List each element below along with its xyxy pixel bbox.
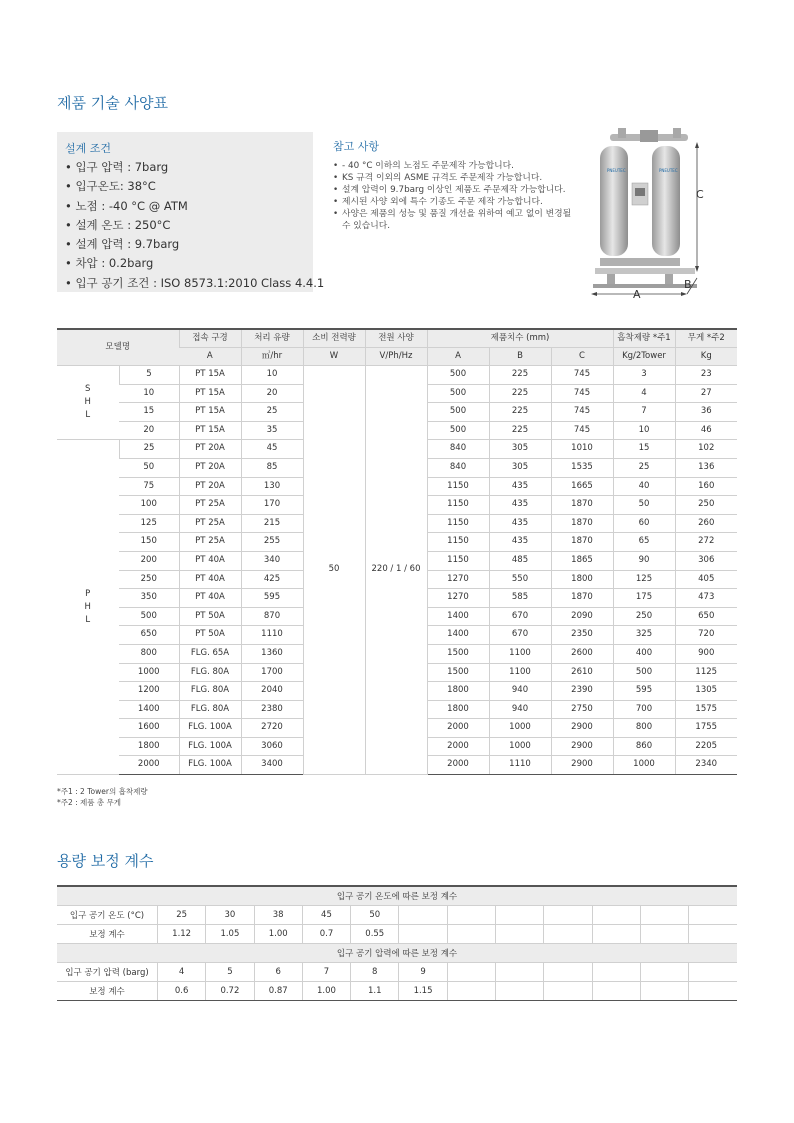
table-cell: PT 20A — [179, 458, 241, 477]
table-cell: 20 — [241, 384, 303, 403]
table-cell: 1.05 — [206, 925, 254, 944]
table-cell: 1150 — [427, 477, 489, 496]
table-cell: 250 — [119, 570, 179, 589]
table-cell: 8 — [351, 963, 399, 982]
table-cell — [689, 925, 737, 944]
table-cell: 150 — [119, 533, 179, 552]
table-row — [57, 366, 737, 385]
table-cell: 2090 — [551, 607, 613, 626]
table-cell: 1800 — [119, 737, 179, 756]
table-cell: 75 — [119, 477, 179, 496]
table-cell: 425 — [241, 570, 303, 589]
table-cell — [592, 925, 640, 944]
table-cell: 720 — [675, 626, 737, 645]
table-row — [57, 982, 737, 1001]
note-item: • 제시된 사양 외에 특수 기종도 주문 제작 가능합니다. — [333, 196, 578, 208]
table-cell: 2900 — [551, 756, 613, 775]
correction-section-title: 입구 공기 압력에 따른 보정 계수 — [57, 944, 737, 963]
subheader: ㎥/hr — [241, 348, 303, 366]
table-cell: PT 20A — [179, 477, 241, 496]
table-cell: 45 — [241, 440, 303, 459]
table-cell: 435 — [489, 496, 551, 515]
table-cell: 10 — [241, 366, 303, 385]
table-cell: 1870 — [551, 514, 613, 533]
design-item: • 노점 : -40 °C @ ATM — [65, 197, 324, 216]
table-cell — [689, 963, 737, 982]
table-cell: FLG. 100A — [179, 737, 241, 756]
design-item: • 설계 온도 : 250°C — [65, 216, 324, 235]
table-cell: 650 — [675, 607, 737, 626]
table-cell: 250 — [613, 607, 675, 626]
table-cell: 306 — [675, 551, 737, 570]
table-cell — [689, 982, 737, 1001]
table-cell: 225 — [489, 403, 551, 422]
table-cell: PT 40A — [179, 551, 241, 570]
table-cell: 125 — [613, 570, 675, 589]
table-cell: 325 — [613, 626, 675, 645]
table-cell: 1305 — [675, 682, 737, 701]
table-cell: 1.1 — [351, 982, 399, 1001]
table-cell: 7 — [613, 403, 675, 422]
design-conditions-title: 설계 조건 — [65, 142, 112, 155]
table-cell — [640, 982, 688, 1001]
table-cell: 2340 — [675, 756, 737, 775]
header-dimensions: 제품치수 (mm) — [427, 329, 613, 348]
table-cell: 2000 — [427, 719, 489, 738]
row-label: 보정 계수 — [57, 982, 157, 1001]
footnote: *주1 : 2 Tower의 흡착제량 — [57, 787, 148, 796]
table-cell: 940 — [489, 682, 551, 701]
table-cell: 272 — [675, 533, 737, 552]
supply-cell: 220 / 1 / 60 — [365, 366, 427, 775]
table-cell: 2040 — [241, 682, 303, 701]
table-cell: 585 — [489, 589, 551, 608]
table-cell: 745 — [551, 366, 613, 385]
table-cell: 1110 — [241, 626, 303, 645]
table-cell: 2000 — [427, 737, 489, 756]
table-cell: 45 — [302, 906, 350, 925]
subheader: A — [179, 348, 241, 366]
table-cell: FLG. 80A — [179, 682, 241, 701]
note-item: • KS 규격 이외의 ASME 규격도 주문제작 가능합니다. — [333, 172, 578, 184]
table-cell: 670 — [489, 626, 551, 645]
subheader: A — [427, 348, 489, 366]
table-cell: PT 50A — [179, 626, 241, 645]
table-cell — [689, 906, 737, 925]
table-cell: PT 40A — [179, 570, 241, 589]
table-cell: PT 20A — [179, 440, 241, 459]
table-row — [57, 906, 737, 925]
table-cell: 2720 — [241, 719, 303, 738]
table-cell: 1125 — [675, 663, 737, 682]
table-cell — [447, 982, 495, 1001]
table-cell: 160 — [675, 477, 737, 496]
table-cell: FLG. 80A — [179, 663, 241, 682]
table-cell: 650 — [119, 626, 179, 645]
table-cell: 3060 — [241, 737, 303, 756]
table-cell: 40 — [613, 477, 675, 496]
table-cell: 5 — [206, 963, 254, 982]
table-cell: 50 — [613, 496, 675, 515]
table-cell: 25 — [119, 440, 179, 459]
table-cell: 1000 — [489, 737, 551, 756]
table-cell: 2750 — [551, 700, 613, 719]
notes-box — [333, 138, 578, 232]
table-cell: 1.15 — [399, 982, 447, 1001]
dimension-c-label: C — [696, 188, 704, 201]
table-cell: 30 — [206, 906, 254, 925]
header-model: 모델명 — [57, 329, 179, 366]
table-cell: 595 — [613, 682, 675, 701]
design-conditions-list — [65, 158, 324, 293]
table-cell: 255 — [241, 533, 303, 552]
table-cell: 2350 — [551, 626, 613, 645]
table-cell: 4 — [613, 384, 675, 403]
table-cell: 485 — [489, 551, 551, 570]
table-cell: 745 — [551, 403, 613, 422]
table-cell: 6 — [254, 963, 302, 982]
table-cell: 1360 — [241, 644, 303, 663]
table-cell: 27 — [675, 384, 737, 403]
series-label: S H L — [57, 366, 119, 440]
table-cell: 4 — [157, 963, 205, 982]
table-cell: 50 — [351, 906, 399, 925]
table-cell: PT 15A — [179, 421, 241, 440]
table-cell: 1150 — [427, 514, 489, 533]
table-cell: 1800 — [551, 570, 613, 589]
table-cell: 125 — [119, 514, 179, 533]
brand-label: PNEUTEC — [607, 168, 626, 173]
subheader: Kg/2Tower — [613, 348, 675, 366]
table-cell: 2000 — [427, 756, 489, 775]
brand-label: PNEUTEC — [659, 168, 678, 173]
table-cell: 1000 — [489, 719, 551, 738]
table-cell — [495, 925, 543, 944]
table-cell: FLG. 80A — [179, 700, 241, 719]
table-cell: 1100 — [489, 663, 551, 682]
table-cell: 1575 — [675, 700, 737, 719]
table-cell: 1400 — [427, 607, 489, 626]
table-cell: 1665 — [551, 477, 613, 496]
table-cell: 1800 — [427, 700, 489, 719]
table-cell: 1.00 — [302, 982, 350, 1001]
table-cell: 90 — [613, 551, 675, 570]
table-cell: 136 — [675, 458, 737, 477]
row-label: 보정 계수 — [57, 925, 157, 944]
table-cell: 0.72 — [206, 982, 254, 1001]
table-cell: 0.87 — [254, 982, 302, 1001]
table-cell: PT 25A — [179, 496, 241, 515]
table-cell: 500 — [427, 421, 489, 440]
table-cell: 350 — [119, 589, 179, 608]
table-cell: 800 — [613, 719, 675, 738]
subheader: W — [303, 348, 365, 366]
table-cell: 25 — [613, 458, 675, 477]
table-cell: 2600 — [551, 644, 613, 663]
table-cell: 2610 — [551, 663, 613, 682]
correction-section-title: 입구 공기 온도에 따른 보정 계수 — [57, 886, 737, 906]
series-label: P H L — [57, 440, 119, 775]
header-weight: 무게 *주2 — [675, 329, 737, 348]
table-cell — [592, 906, 640, 925]
design-item: • 입구 압력 : 7barg — [65, 158, 324, 177]
correction-table — [57, 885, 737, 1001]
header-flow: 처리 유량 — [241, 329, 303, 348]
table-cell: 670 — [489, 607, 551, 626]
table-cell — [447, 925, 495, 944]
table-cell: 60 — [613, 514, 675, 533]
note-item: • 사양은 제품의 성능 및 품질 개선을 위하여 예고 없이 변경될 수 있습니다. — [333, 208, 578, 232]
table-cell: 1870 — [551, 533, 613, 552]
table-cell: 500 — [613, 663, 675, 682]
table-cell: 595 — [241, 589, 303, 608]
table-cell — [447, 963, 495, 982]
table-cell: 405 — [675, 570, 737, 589]
footnotes — [57, 786, 148, 808]
table-cell: 1755 — [675, 719, 737, 738]
table-cell: 1000 — [613, 756, 675, 775]
table-cell — [495, 906, 543, 925]
notes-list — [333, 160, 578, 232]
table-cell — [640, 963, 688, 982]
power-cell: 50 — [303, 366, 365, 775]
table-cell — [544, 963, 592, 982]
subheader: Kg — [675, 348, 737, 366]
table-cell: 20 — [119, 421, 179, 440]
table-cell: 250 — [675, 496, 737, 515]
correction-section-row — [57, 886, 737, 906]
table-cell: 10 — [119, 384, 179, 403]
table-cell — [399, 906, 447, 925]
spec-table-body — [57, 366, 737, 775]
table-cell: 435 — [489, 477, 551, 496]
table-cell: 435 — [489, 514, 551, 533]
table-cell: 305 — [489, 458, 551, 477]
table-cell: 500 — [427, 403, 489, 422]
row-label: 입구 공기 온도 (°C) — [57, 906, 157, 925]
table-cell: FLG. 65A — [179, 644, 241, 663]
subheader: C — [551, 348, 613, 366]
table-cell: 2380 — [241, 700, 303, 719]
table-cell: 1400 — [119, 700, 179, 719]
table-cell: PT 15A — [179, 384, 241, 403]
table-cell: 130 — [241, 477, 303, 496]
table-cell: 260 — [675, 514, 737, 533]
table-cell: 1700 — [241, 663, 303, 682]
table-cell: 745 — [551, 421, 613, 440]
table-cell: 1000 — [119, 663, 179, 682]
table-cell: 1010 — [551, 440, 613, 459]
correction-section-row — [57, 944, 737, 963]
table-cell: 900 — [675, 644, 737, 663]
table-cell: 1500 — [427, 644, 489, 663]
table-cell — [399, 925, 447, 944]
table-cell: 2900 — [551, 719, 613, 738]
design-item: • 설계 압력 : 9.7barg — [65, 235, 324, 254]
dimension-a-label: A — [633, 288, 641, 301]
table-cell: 1870 — [551, 496, 613, 515]
table-cell: 1500 — [427, 663, 489, 682]
table-cell — [592, 963, 640, 982]
table-cell: 1400 — [427, 626, 489, 645]
design-item: • 차압 : 0.2barg — [65, 254, 324, 273]
table-cell: 65 — [613, 533, 675, 552]
table-cell: 225 — [489, 366, 551, 385]
subheader: B — [489, 348, 551, 366]
table-cell — [544, 906, 592, 925]
table-cell: 7 — [302, 963, 350, 982]
table-cell: 225 — [489, 421, 551, 440]
table-cell: FLG. 100A — [179, 719, 241, 738]
table-cell: 50 — [119, 458, 179, 477]
table-cell: 0.6 — [157, 982, 205, 1001]
table-cell: 1200 — [119, 682, 179, 701]
table-cell: 1150 — [427, 533, 489, 552]
section-title-correction: 용량 보정 계수 — [57, 852, 154, 870]
table-cell: 745 — [551, 384, 613, 403]
table-cell: 435 — [489, 533, 551, 552]
row-label: 입구 공기 압력 (barg) — [57, 963, 157, 982]
table-cell: 15 — [613, 440, 675, 459]
table-cell: 1800 — [427, 682, 489, 701]
table-cell: 2900 — [551, 737, 613, 756]
table-cell — [544, 925, 592, 944]
dimension-b-label: B — [684, 278, 692, 291]
table-cell — [640, 925, 688, 944]
table-cell: 5 — [119, 366, 179, 385]
table-cell: 400 — [613, 644, 675, 663]
table-cell: 225 — [489, 384, 551, 403]
design-item: • 입구온도: 38°C — [65, 177, 324, 196]
table-cell: 1270 — [427, 570, 489, 589]
header-supply: 전원 사양 — [365, 329, 427, 348]
table-cell: 550 — [489, 570, 551, 589]
table-cell: 1150 — [427, 496, 489, 515]
table-cell: 2390 — [551, 682, 613, 701]
section-title-spec: 제품 기술 사양표 — [57, 94, 168, 112]
table-cell: 170 — [241, 496, 303, 515]
design-conditions-box — [57, 132, 325, 292]
table-cell — [495, 982, 543, 1001]
subheader: V/Ph/Hz — [365, 348, 427, 366]
spec-table — [57, 328, 737, 775]
table-cell — [592, 982, 640, 1001]
notes-title: 참고 사항 — [333, 140, 380, 153]
table-cell: PT 15A — [179, 403, 241, 422]
table-cell: 46 — [675, 421, 737, 440]
table-cell — [544, 982, 592, 1001]
table-row — [57, 925, 737, 944]
table-cell: 800 — [119, 644, 179, 663]
table-cell: 36 — [675, 403, 737, 422]
table-cell: 2000 — [119, 756, 179, 775]
table-cell: 1150 — [427, 551, 489, 570]
table-cell: 1.12 — [157, 925, 205, 944]
table-cell: 1535 — [551, 458, 613, 477]
header-connection: 접속 구경 — [179, 329, 241, 348]
table-cell: 102 — [675, 440, 737, 459]
table-cell: 215 — [241, 514, 303, 533]
table-cell: PT 25A — [179, 514, 241, 533]
table-cell: 3400 — [241, 756, 303, 775]
correction-table-body — [57, 886, 737, 1001]
table-cell: 85 — [241, 458, 303, 477]
dryer-illustration — [585, 128, 715, 303]
table-cell: PT 50A — [179, 607, 241, 626]
table-cell: 0.7 — [302, 925, 350, 944]
table-cell — [640, 906, 688, 925]
table-cell: PT 25A — [179, 533, 241, 552]
table-cell: 840 — [427, 458, 489, 477]
table-cell: 100 — [119, 496, 179, 515]
table-cell: 35 — [241, 421, 303, 440]
table-cell: 200 — [119, 551, 179, 570]
table-cell: 500 — [119, 607, 179, 626]
table-cell: 175 — [613, 589, 675, 608]
table-cell: 500 — [427, 366, 489, 385]
table-cell: 9 — [399, 963, 447, 982]
table-cell: 305 — [489, 440, 551, 459]
table-cell: 38 — [254, 906, 302, 925]
table-cell: 2205 — [675, 737, 737, 756]
table-cell: 15 — [119, 403, 179, 422]
header-power: 소비 전력량 — [303, 329, 365, 348]
table-cell — [495, 963, 543, 982]
table-cell — [447, 906, 495, 925]
table-cell: 1865 — [551, 551, 613, 570]
table-cell: 1110 — [489, 756, 551, 775]
table-cell: 25 — [241, 403, 303, 422]
note-item: • 설계 압력이 9.7barg 이상인 제품도 주문제작 가능합니다. — [333, 184, 578, 196]
table-cell: 860 — [613, 737, 675, 756]
table-cell: 840 — [427, 440, 489, 459]
header-adsorbent: 흡착제량 *주1 — [613, 329, 675, 348]
design-item: • 입구 공기 조건 : ISO 8573.1:2010 Class 4.4.1 — [65, 274, 324, 293]
table-cell: 1600 — [119, 719, 179, 738]
table-cell: 3 — [613, 366, 675, 385]
table-cell: 1100 — [489, 644, 551, 663]
table-cell: PT 15A — [179, 366, 241, 385]
table-cell: 25 — [157, 906, 205, 925]
table-cell: 23 — [675, 366, 737, 385]
table-cell: 940 — [489, 700, 551, 719]
table-cell: PT 40A — [179, 589, 241, 608]
table-cell: 473 — [675, 589, 737, 608]
table-cell: 10 — [613, 421, 675, 440]
table-cell: FLG. 100A — [179, 756, 241, 775]
note-item: • - 40 °C 이하의 노점도 주문제작 가능합니다. — [333, 160, 578, 172]
table-cell: 340 — [241, 551, 303, 570]
table-cell: 1270 — [427, 589, 489, 608]
table-cell: 870 — [241, 607, 303, 626]
table-row — [57, 963, 737, 982]
table-cell: 0.55 — [351, 925, 399, 944]
table-cell: 700 — [613, 700, 675, 719]
footnote: *주2 : 제품 총 무게 — [57, 798, 122, 807]
table-cell: 1870 — [551, 589, 613, 608]
table-cell: 1.00 — [254, 925, 302, 944]
table-cell: 500 — [427, 384, 489, 403]
